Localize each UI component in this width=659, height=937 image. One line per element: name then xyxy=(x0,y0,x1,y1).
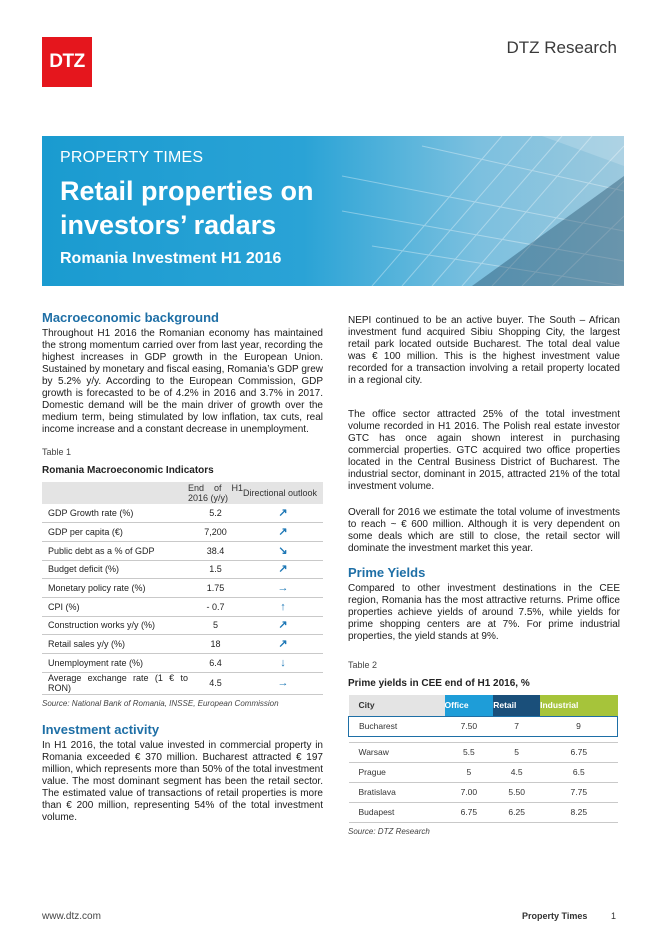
yield-cell-industrial: 6.5 xyxy=(540,762,617,782)
indicator-name: Retail sales y/y (%) xyxy=(42,635,188,654)
indicator-value: 5 xyxy=(188,616,243,635)
table-row xyxy=(42,672,323,694)
yield-cell-city: Bucharest xyxy=(349,716,445,736)
outlook-arrow-icon: ↓ xyxy=(243,654,323,673)
table-row xyxy=(42,616,323,635)
outlook-paragraph: Overall for 2016 we estimate the total volume of investments to reach ~ € 600 million. Although it is very dependent on some deals which are still to close, the retail sector will dominate the investment market this year. xyxy=(348,507,620,554)
yield-cell-industrial: 8.25 xyxy=(540,802,617,822)
yield-cell-city: Bratislava xyxy=(349,782,445,802)
yield-cell-retail: 5.50 xyxy=(493,782,540,802)
hero-banner xyxy=(42,136,624,286)
yield-cell-office: 6.75 xyxy=(445,802,494,822)
office-paragraph: The office sector attracted 25% of the total investment volume recorded in H1 2016. The Polish real estate investor GTC has once again shown interest in purchasing commercial properties. GTC acquired two office properties located in the Central Business District of Bucharest. The industrial sector, dominant in 2015, attracted 21% of the total investment volume. xyxy=(348,409,620,492)
outlook-arrow-icon: ↗ xyxy=(243,560,323,579)
yield-cell-office: 7.50 xyxy=(445,716,494,736)
prime-yields-table xyxy=(348,695,618,823)
table-row xyxy=(349,742,618,762)
yield-cell-retail: 4.5 xyxy=(493,762,540,782)
table-row xyxy=(42,541,323,560)
yield-cell-industrial: 6.75 xyxy=(540,742,617,762)
table-row xyxy=(349,782,618,802)
outlook-arrow-icon: ↗ xyxy=(243,523,323,542)
indicator-name: Budget deficit (%) xyxy=(42,560,188,579)
outlook-arrow-icon: → xyxy=(243,579,323,598)
outlook-arrow-icon: ↗ xyxy=(243,504,323,523)
outlook-arrow-icon: ↑ xyxy=(243,597,323,616)
indicator-name: Construction works y/y (%) xyxy=(42,616,188,635)
outlook-arrow-icon: ↗ xyxy=(243,635,323,654)
table-row xyxy=(42,560,323,579)
outlook-arrow-icon: ↘ xyxy=(243,541,323,560)
hero-subtitle: Romania Investment H1 2016 xyxy=(60,250,282,267)
table-row xyxy=(42,579,323,598)
table1-source: Source: National Bank of Romania, INSSE, European Commission xyxy=(42,698,279,708)
table1-title: Romania Macroeconomic Indicators xyxy=(42,465,214,476)
indicator-value: - 0.7 xyxy=(188,597,243,616)
indicator-value: 18 xyxy=(188,635,243,654)
footer-url[interactable]: www.dtz.com xyxy=(42,911,101,922)
hero-kicker: PROPERTY TIMES xyxy=(60,149,204,166)
left-column xyxy=(42,312,323,824)
outlook-arrow-icon: ↗ xyxy=(243,616,323,635)
macro-indicators-table xyxy=(42,482,323,695)
indicator-value: 7,200 xyxy=(188,523,243,542)
table-row xyxy=(42,597,323,616)
nepi-paragraph: NEPI continued to be an active buyer. The South – African investment fund acquired Sibiu Shopping City, the largest retail park located outside Bucharest. The total deal value was € 100 million. This is the highest investment value recorded for a transaction involving a retail property located in a regional city. xyxy=(348,315,620,386)
table-row xyxy=(42,654,323,673)
table-row xyxy=(349,802,618,822)
yield-cell-retail: 6.25 xyxy=(493,802,540,822)
indicator-value: 38.4 xyxy=(188,541,243,560)
indicator-name: Unemployment rate (%) xyxy=(42,654,188,673)
dtz-logo: DTZ xyxy=(42,37,92,87)
table1-header-value: End of H1 2016 (y/y) xyxy=(188,483,243,503)
indicator-name: Monetary policy rate (%) xyxy=(42,579,188,598)
indicator-value: 5.2 xyxy=(188,504,243,523)
yield-cell-city: Prague xyxy=(349,762,445,782)
footer-publication: Property Times xyxy=(522,911,588,921)
brand-name: DTZ Research xyxy=(506,38,617,57)
yield-cell-retail: 7 xyxy=(493,716,540,736)
table-row xyxy=(42,504,323,523)
table2-source: Source: DTZ Research xyxy=(348,826,430,836)
table2-caption: Table 2 xyxy=(348,660,378,670)
investment-heading: Investment activity xyxy=(42,721,160,737)
indicator-name: Average exchange rate (1 € to RON) xyxy=(42,672,188,694)
indicator-name: Public debt as a % of GDP xyxy=(42,541,188,560)
indicator-value: 6.4 xyxy=(188,654,243,673)
yield-cell-retail: 5 xyxy=(493,742,540,762)
yield-cell-office: 7.00 xyxy=(445,782,494,802)
indicator-value: 1.5 xyxy=(188,560,243,579)
table1-caption: Table 1 xyxy=(42,447,72,457)
table-row xyxy=(349,762,618,782)
investment-text: In H1 2016, the total value invested in commercial property in Romania exceeded € 370 million. Bucharest attracted € 197 million, which represents more than 50% of the total investment value. The most dominant segment has been the retail sector. The estimated value of transactions of retail properties is more than € 200 million, representing 54% of the total investment volume. xyxy=(42,739,323,823)
table-row xyxy=(42,523,323,542)
table-row xyxy=(349,716,618,736)
yield-cell-industrial: 9 xyxy=(540,716,617,736)
yield-cell-office: 5.5 xyxy=(445,742,494,762)
table2-header-retail: Retail xyxy=(493,695,540,716)
page-number: 1 xyxy=(611,911,617,921)
yields-text: Compared to other investment destinations in the CEE region, Romania has the most attractive returns. Prime office properties achieve yields of around 7.5%, while yields for prime shopping centers are at 7%. For prime industrial properties, the yield stands at 9%. xyxy=(348,583,620,642)
yield-cell-industrial: 7.75 xyxy=(540,782,617,802)
table-row xyxy=(42,635,323,654)
right-column xyxy=(348,315,620,838)
macro-text: Throughout H1 2016 the Romanian economy has maintained the strong momentum carried over from last year, recording the highest increases in GDP growth in the European Union. Sustained by monetary and fiscal easing, Romania’s GDP grew by 5.2% y/y. According to the European Commission, GDP growth is forecasted to be of 4.2% in 2016 and 3.7% in 2017. Domestic demand will be the main driver of growth over the medium term, being stimulated by low inflation, tax cuts, real income increase and a constant decrease in unemployment. xyxy=(42,328,323,435)
indicator-value: 4.5 xyxy=(188,672,243,694)
indicator-value: 1.75 xyxy=(188,579,243,598)
table1-header-outlook: Directional outlook xyxy=(243,482,323,504)
yields-heading: Prime Yields xyxy=(348,565,426,580)
indicator-name: GDP per capita (€) xyxy=(42,523,188,542)
macro-heading: Macroeconomic background xyxy=(42,310,219,325)
indicator-name: CPI (%) xyxy=(42,597,188,616)
table2-header-industrial: Industrial xyxy=(540,695,617,716)
hero-title: Retail properties on investors’ radars xyxy=(60,176,314,240)
table2-title: Prime yields in CEE end of H1 2016, % xyxy=(348,678,530,689)
table1-header-name xyxy=(42,482,188,504)
indicator-name: GDP Growth rate (%) xyxy=(42,504,188,523)
yield-cell-office: 5 xyxy=(445,762,494,782)
outlook-arrow-icon: → xyxy=(243,672,323,694)
table2-header-office: Office xyxy=(445,695,494,716)
table2-header-city: City xyxy=(349,695,445,716)
yield-cell-city: Budapest xyxy=(349,802,445,822)
yield-cell-city: Warsaw xyxy=(349,742,445,762)
